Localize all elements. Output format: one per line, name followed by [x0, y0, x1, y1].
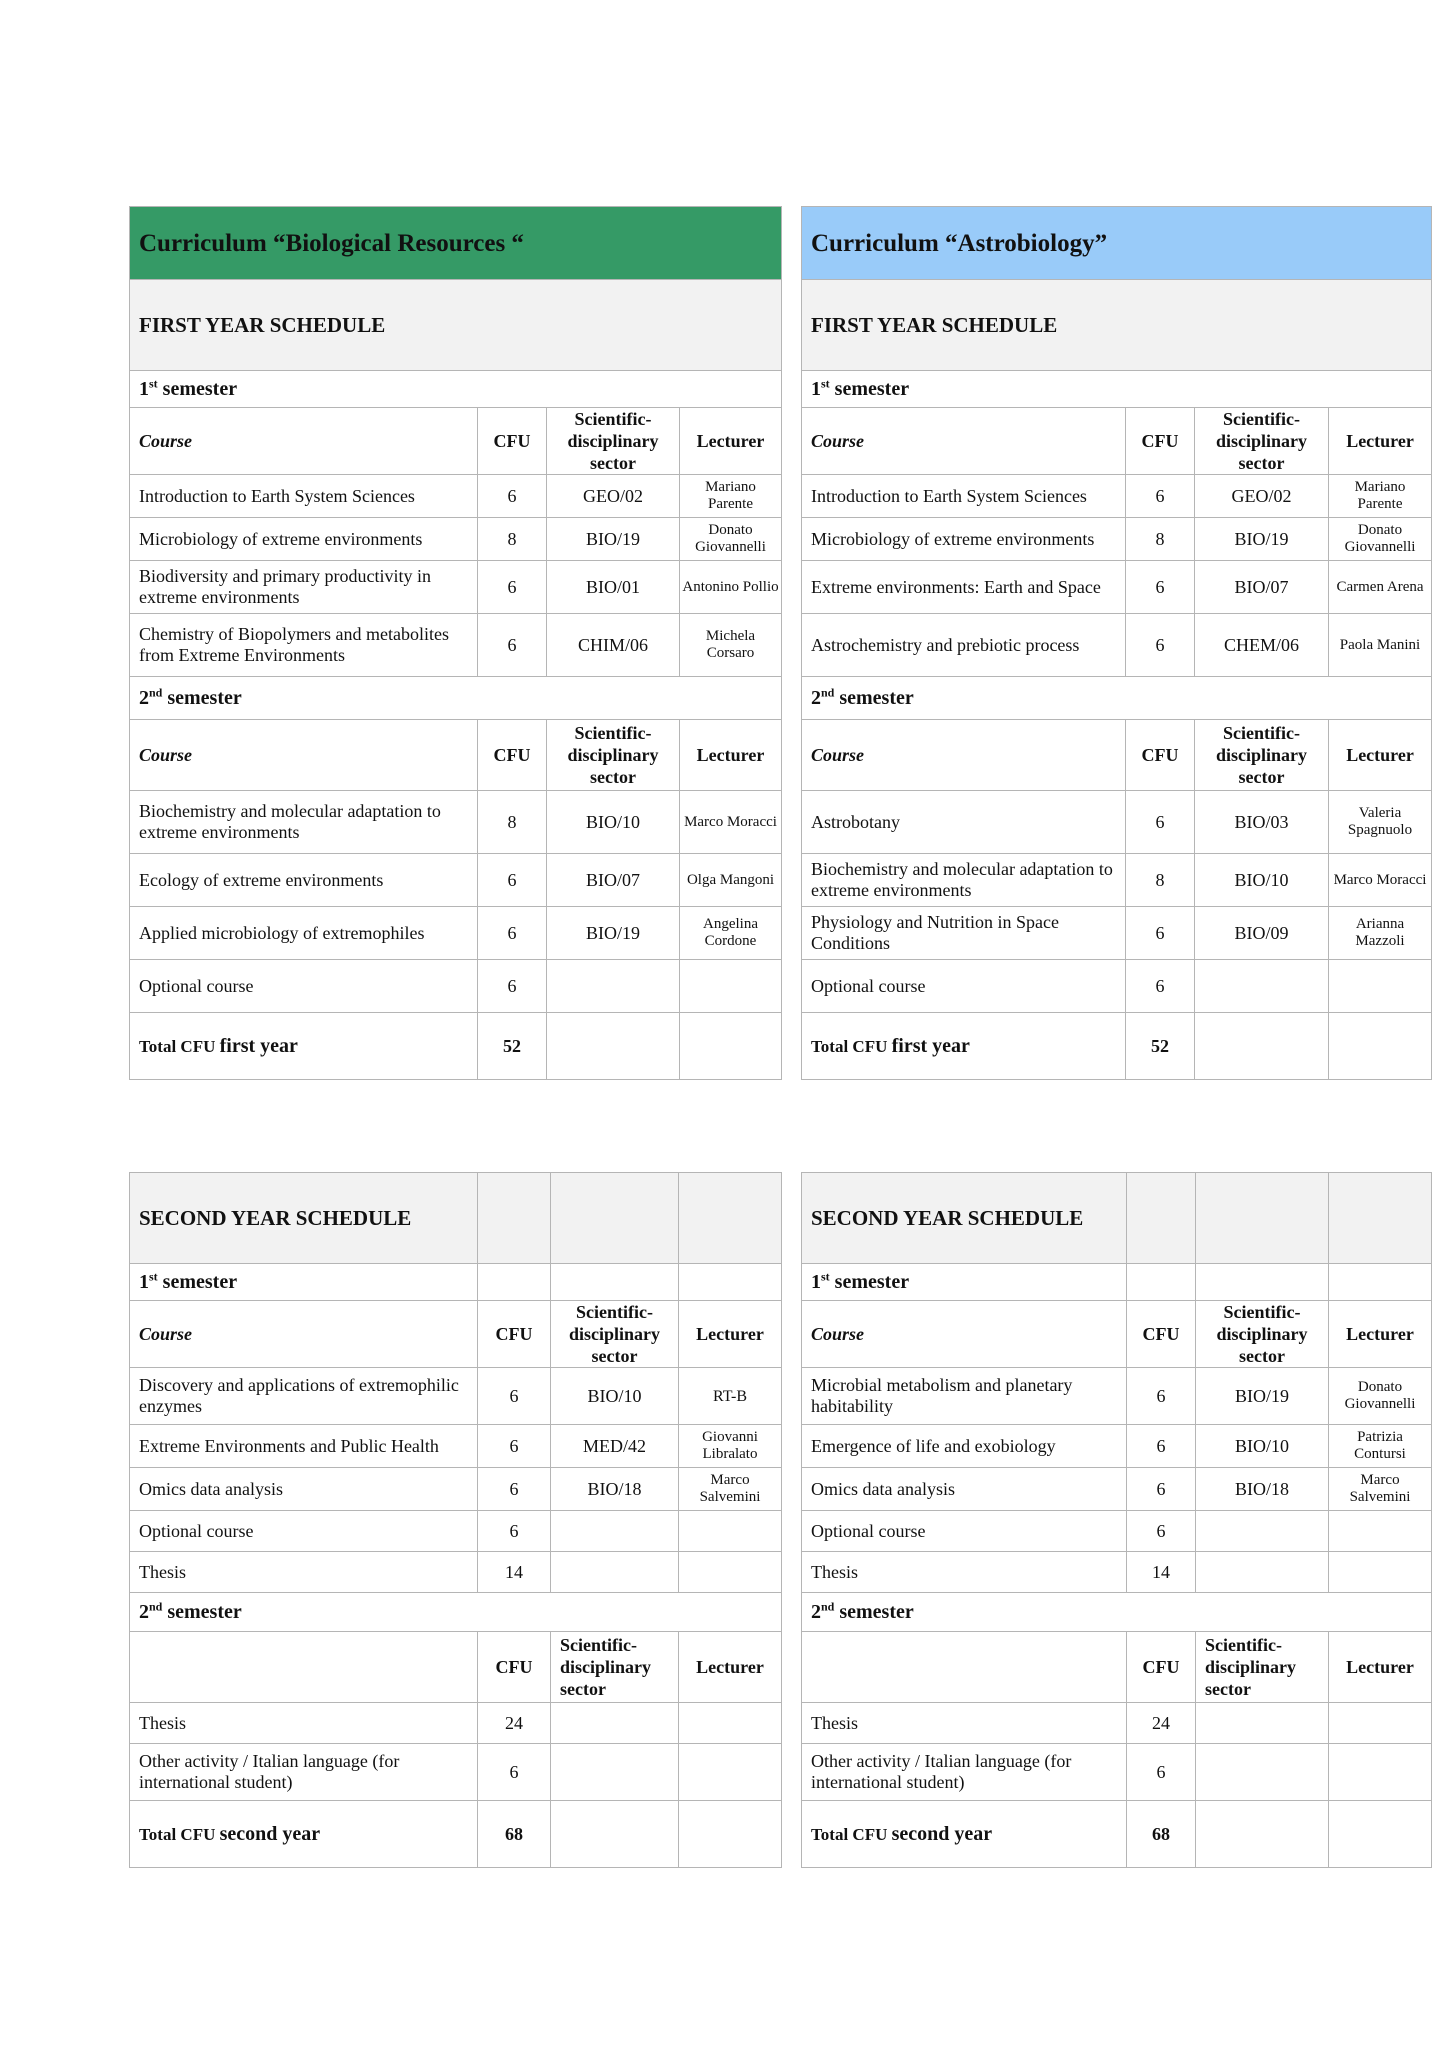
total-value: 52 [478, 1013, 547, 1080]
schedule-title: SECOND YEAR SCHEDULE [802, 1173, 1127, 1264]
total-value: 52 [1126, 1013, 1195, 1080]
right-second-year-table [801, 1172, 1432, 1868]
lecturer-name: Marco Salvemini [1329, 1468, 1432, 1511]
empty-cell [1195, 1013, 1329, 1080]
cfu-value: 6 [478, 1744, 551, 1801]
sector-value: GEO/02 [1195, 475, 1329, 518]
table-row [802, 791, 1432, 854]
cfu-value: 6 [478, 614, 547, 677]
col-header-cfu: CFU [1126, 720, 1195, 791]
empty-cell [1329, 1173, 1432, 1264]
cfu-value: 8 [1126, 518, 1195, 561]
course-name: Optional course [130, 1511, 478, 1552]
sector-value: BIO/01 [547, 561, 680, 614]
lecturer-name: Antonino Pollio [680, 561, 782, 614]
col-header-course: Course [130, 720, 478, 791]
table-row [130, 1511, 782, 1552]
col-header-lecturer: Lecturer [680, 408, 782, 475]
sector-value: BIO/10 [551, 1368, 679, 1425]
lecturer-name: Carmen Arena [1329, 561, 1432, 614]
empty-cell [551, 1173, 679, 1264]
table-row [130, 1744, 782, 1801]
empty-cell [478, 1264, 551, 1301]
sector-value: BIO/10 [1196, 1425, 1329, 1468]
course-name: Optional course [802, 1511, 1127, 1552]
sector-value [551, 1552, 679, 1593]
table-row [130, 475, 782, 518]
lecturer-name [1329, 1552, 1432, 1593]
col-header-cfu: CFU [1126, 408, 1195, 475]
col-header-course [802, 1632, 1127, 1703]
cfu-value: 14 [478, 1552, 551, 1593]
lecturer-name: Marco Moracci [680, 791, 782, 854]
cfu-value: 6 [1126, 561, 1195, 614]
course-name: Optional course [802, 960, 1126, 1013]
sector-value: BIO/19 [547, 907, 680, 960]
table-row [802, 907, 1432, 960]
table-row [130, 614, 782, 677]
col-header-sector: Scientific-disciplinary sector [1195, 720, 1329, 791]
total-label: Total CFU second year [130, 1801, 478, 1868]
total-value: 68 [478, 1801, 551, 1868]
cfu-value: 6 [1126, 475, 1195, 518]
lecturer-name [679, 1744, 782, 1801]
total-row [802, 1013, 1432, 1080]
sector-value [1196, 1744, 1329, 1801]
empty-cell [1196, 1801, 1329, 1868]
col-header-sector: Scientific-disciplinary sector [551, 1632, 679, 1703]
col-header-cfu: CFU [478, 1632, 551, 1703]
col-header-cfu: CFU [478, 1301, 551, 1368]
lecturer-name: Marco Salvemini [679, 1468, 782, 1511]
course-name: Chemistry of Biopolymers and metabolites from Extreme Environments [130, 614, 478, 677]
course-name: Extreme environments: Earth and Space [802, 561, 1126, 614]
col-header-cfu: CFU [478, 408, 547, 475]
col-header-sector: Scientific-disciplinary sector [551, 1301, 679, 1368]
lecturer-name: Donato Giovannelli [1329, 1368, 1432, 1425]
table-row [802, 1368, 1432, 1425]
col-header-sector: Scientific-disciplinary sector [1196, 1301, 1329, 1368]
table-row [802, 1511, 1432, 1552]
course-name: Applied microbiology of extremophiles [130, 907, 478, 960]
col-header-cfu: CFU [478, 720, 547, 791]
empty-cell [1196, 1264, 1329, 1301]
total-value: 68 [1127, 1801, 1196, 1868]
col-header-sector: Scientific-disciplinary sector [1195, 408, 1329, 475]
table-row [802, 561, 1432, 614]
schedule-title: FIRST YEAR SCHEDULE [130, 280, 782, 371]
cfu-value: 24 [478, 1703, 551, 1744]
sector-value: BIO/07 [1195, 561, 1329, 614]
semester-heading: 2nd semester [802, 1593, 1432, 1632]
lecturer-name: Michela Corsaro [680, 614, 782, 677]
lecturer-name [679, 1703, 782, 1744]
sector-value [547, 960, 680, 1013]
empty-cell [1329, 1013, 1432, 1080]
cfu-value: 6 [1126, 791, 1195, 854]
course-name: Microbiology of extreme environments [130, 518, 478, 561]
table-row [130, 854, 782, 907]
col-header-lecturer: Lecturer [679, 1632, 782, 1703]
lecturer-name: Mariano Parente [680, 475, 782, 518]
course-name: Astrobotany [802, 791, 1126, 854]
lecturer-name: Arianna Mazzoli [1329, 907, 1432, 960]
table-row [130, 791, 782, 854]
empty-cell [551, 1264, 679, 1301]
cfu-value: 6 [478, 1468, 551, 1511]
cfu-value: 6 [1126, 960, 1195, 1013]
course-name: Biochemistry and molecular adaptation to extreme environments [130, 791, 478, 854]
col-header-course: Course [802, 1301, 1127, 1368]
lecturer-name: RT-B [679, 1368, 782, 1425]
sector-value: BIO/03 [1195, 791, 1329, 854]
course-name: Discovery and applications of extremophilic enzymes [130, 1368, 478, 1425]
col-header-course: Course [130, 408, 478, 475]
semester-heading: 2nd semester [130, 1593, 782, 1632]
col-header-course [130, 1632, 478, 1703]
cfu-value: 6 [478, 475, 547, 518]
col-header-sector: Scientific-disciplinary sector [547, 408, 680, 475]
lecturer-name: Donato Giovannelli [1329, 518, 1432, 561]
cfu-value: 6 [1126, 614, 1195, 677]
lecturer-name: Olga Mangoni [680, 854, 782, 907]
course-name: Thesis [130, 1552, 478, 1593]
total-label: Total CFU first year [802, 1013, 1126, 1080]
lecturer-name: Mariano Parente [1329, 475, 1432, 518]
lecturer-name: Patrizia Contursi [1329, 1425, 1432, 1468]
sector-value [1196, 1552, 1329, 1593]
table-row [130, 518, 782, 561]
course-name: Thesis [802, 1703, 1127, 1744]
col-header-lecturer: Lecturer [679, 1301, 782, 1368]
sector-value [1195, 960, 1329, 1013]
table-row [130, 907, 782, 960]
cfu-value: 6 [478, 561, 547, 614]
left-first-year-table [129, 206, 782, 1080]
course-name: Extreme Environments and Public Health [130, 1425, 478, 1468]
col-header-lecturer: Lecturer [1329, 1301, 1432, 1368]
lecturer-name [679, 1511, 782, 1552]
semester-heading: 1st semester [802, 1264, 1127, 1301]
schedule-title: FIRST YEAR SCHEDULE [802, 280, 1432, 371]
col-header-course: Course [130, 1301, 478, 1368]
table-row [130, 960, 782, 1013]
course-name: Physiology and Nutrition in Space Conditions [802, 907, 1126, 960]
table-row [802, 475, 1432, 518]
empty-cell [1329, 1801, 1432, 1868]
semester-heading: 2nd semester [130, 677, 782, 720]
empty-cell [1329, 1264, 1432, 1301]
col-header-lecturer: Lecturer [1329, 1632, 1432, 1703]
cfu-value: 24 [1127, 1703, 1196, 1744]
table-row [802, 1425, 1432, 1468]
course-name: Omics data analysis [130, 1468, 478, 1511]
course-name: Introduction to Earth System Sciences [130, 475, 478, 518]
cfu-value: 6 [478, 1368, 551, 1425]
empty-cell [1127, 1173, 1196, 1264]
sector-value: MED/42 [551, 1425, 679, 1468]
empty-cell [679, 1264, 782, 1301]
sector-value: CHEM/06 [1195, 614, 1329, 677]
lecturer-name: Paola Manini [1329, 614, 1432, 677]
lecturer-name: Donato Giovannelli [680, 518, 782, 561]
lecturer-name [680, 960, 782, 1013]
course-name: Other activity / Italian language (for international student) [130, 1744, 478, 1801]
table-row [802, 614, 1432, 677]
cfu-value: 8 [478, 791, 547, 854]
semester-heading: 1st semester [130, 371, 782, 408]
semester-heading: 1st semester [130, 1264, 478, 1301]
total-label: Total CFU second year [802, 1801, 1127, 1868]
sector-value: BIO/10 [1195, 854, 1329, 907]
sector-value: BIO/18 [1196, 1468, 1329, 1511]
sector-value [551, 1744, 679, 1801]
sector-value: GEO/02 [547, 475, 680, 518]
course-name: Astrochemistry and prebiotic process [802, 614, 1126, 677]
sector-value: BIO/10 [547, 791, 680, 854]
col-header-sector: Scientific-disciplinary sector [1196, 1632, 1329, 1703]
table-row [802, 1703, 1432, 1744]
cfu-value: 6 [1127, 1425, 1196, 1468]
col-header-cfu: CFU [1127, 1632, 1196, 1703]
empty-cell [679, 1801, 782, 1868]
empty-cell [679, 1173, 782, 1264]
lecturer-name: Angelina Cordone [680, 907, 782, 960]
curriculum-title: Curriculum “Astrobiology” [802, 207, 1432, 280]
sector-value: BIO/09 [1195, 907, 1329, 960]
semester-heading: 2nd semester [802, 677, 1432, 720]
lecturer-name: Giovanni Libralato [679, 1425, 782, 1468]
cfu-value: 6 [478, 907, 547, 960]
total-row [130, 1013, 782, 1080]
course-name: Biochemistry and molecular adaptation to extreme environments [802, 854, 1126, 907]
table-row [130, 1425, 782, 1468]
table-row [130, 561, 782, 614]
empty-cell [1127, 1264, 1196, 1301]
total-row [130, 1801, 782, 1868]
sector-value [551, 1703, 679, 1744]
table-row [130, 1468, 782, 1511]
course-name: Microbial metabolism and planetary habitability [802, 1368, 1127, 1425]
empty-cell [551, 1801, 679, 1868]
table-row [802, 1744, 1432, 1801]
semester-heading: 1st semester [802, 371, 1432, 408]
col-header-cfu: CFU [1127, 1301, 1196, 1368]
course-name: Biodiversity and primary productivity in extreme environments [130, 561, 478, 614]
table-row [802, 854, 1432, 907]
lecturer-name [1329, 1703, 1432, 1744]
course-name: Thesis [130, 1703, 478, 1744]
empty-cell [1196, 1173, 1329, 1264]
lecturer-name [1329, 1744, 1432, 1801]
cfu-value: 6 [1127, 1744, 1196, 1801]
table-row [802, 960, 1432, 1013]
col-header-lecturer: Lecturer [1329, 408, 1432, 475]
cfu-value: 6 [1127, 1368, 1196, 1425]
col-header-course: Course [802, 720, 1126, 791]
sector-value: CHIM/06 [547, 614, 680, 677]
left-second-year-table [129, 1172, 782, 1868]
sector-value [551, 1511, 679, 1552]
cfu-value: 6 [1126, 907, 1195, 960]
course-name: Omics data analysis [802, 1468, 1127, 1511]
course-name: Other activity / Italian language (for international student) [802, 1744, 1127, 1801]
schedule-title: SECOND YEAR SCHEDULE [130, 1173, 478, 1264]
table-row [802, 1468, 1432, 1511]
cfu-value: 6 [478, 1425, 551, 1468]
sector-value: BIO/18 [551, 1468, 679, 1511]
col-header-sector: Scientific-disciplinary sector [547, 720, 680, 791]
sector-value: BIO/19 [1196, 1368, 1329, 1425]
sector-value: BIO/07 [547, 854, 680, 907]
table-row [802, 518, 1432, 561]
course-name: Introduction to Earth System Sciences [802, 475, 1126, 518]
sector-value [1196, 1703, 1329, 1744]
table-row [802, 1552, 1432, 1593]
sector-value [1196, 1511, 1329, 1552]
course-name: Thesis [802, 1552, 1127, 1593]
lecturer-name [1329, 1511, 1432, 1552]
lecturer-name: Valeria Spagnuolo [1329, 791, 1432, 854]
total-label: Total CFU first year [130, 1013, 478, 1080]
cfu-value: 6 [1127, 1468, 1196, 1511]
sector-value: BIO/19 [547, 518, 680, 561]
empty-cell [478, 1173, 551, 1264]
curriculum-title: Curriculum “Biological Resources “ [130, 207, 782, 280]
col-header-course: Course [802, 408, 1126, 475]
course-name: Optional course [130, 960, 478, 1013]
total-row [802, 1801, 1432, 1868]
cfu-value: 6 [478, 960, 547, 1013]
cfu-value: 14 [1127, 1552, 1196, 1593]
lecturer-name [1329, 960, 1432, 1013]
cfu-value: 8 [478, 518, 547, 561]
empty-cell [547, 1013, 680, 1080]
right-first-year-table [801, 206, 1432, 1080]
lecturer-name [679, 1552, 782, 1593]
col-header-lecturer: Lecturer [1329, 720, 1432, 791]
empty-cell [680, 1013, 782, 1080]
col-header-lecturer: Lecturer [680, 720, 782, 791]
course-name: Ecology of extreme environments [130, 854, 478, 907]
table-row [130, 1703, 782, 1744]
cfu-value: 6 [478, 1511, 551, 1552]
sector-value: BIO/19 [1195, 518, 1329, 561]
table-row [130, 1368, 782, 1425]
cfu-value: 6 [1127, 1511, 1196, 1552]
course-name: Microbiology of extreme environments [802, 518, 1126, 561]
cfu-value: 8 [1126, 854, 1195, 907]
table-row [130, 1552, 782, 1593]
lecturer-name: Marco Moracci [1329, 854, 1432, 907]
cfu-value: 6 [478, 854, 547, 907]
course-name: Emergence of life and exobiology [802, 1425, 1127, 1468]
